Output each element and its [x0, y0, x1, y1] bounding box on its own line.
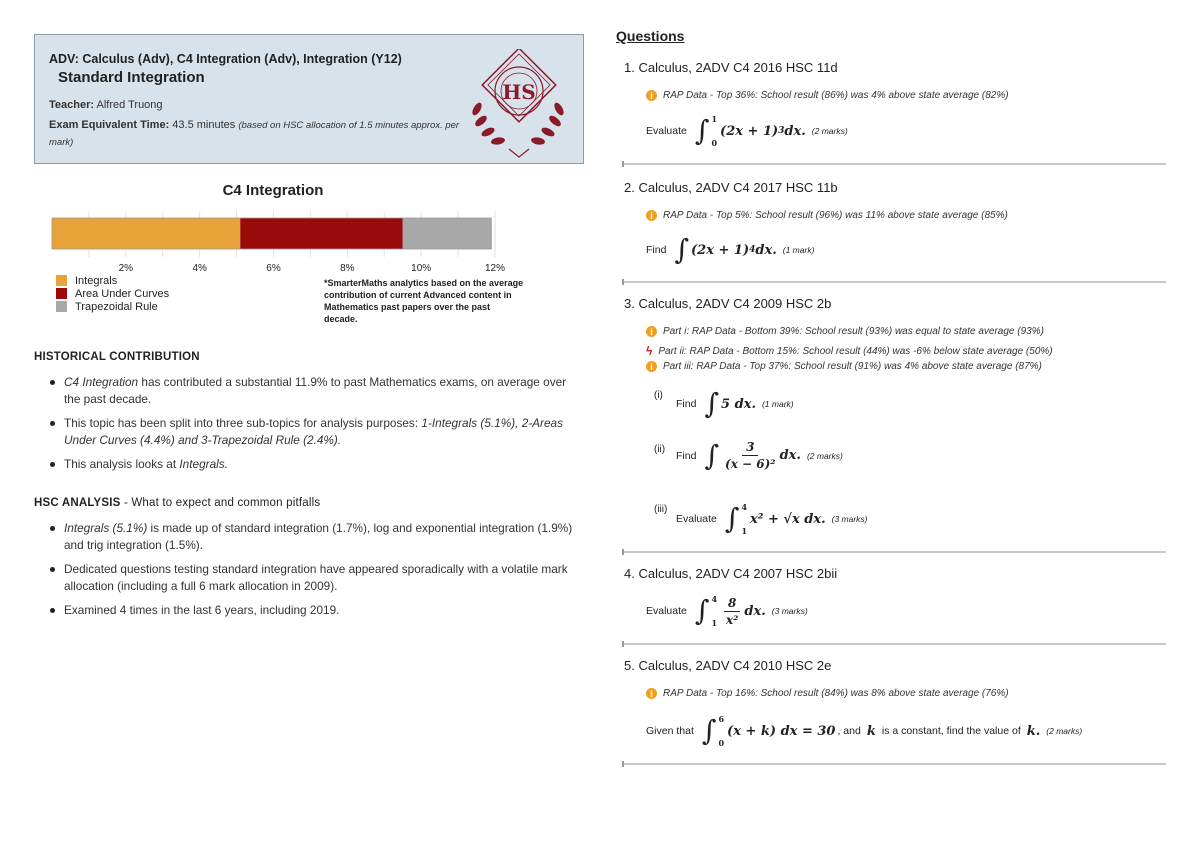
rap-data-line: i RAP Data - Top 36%: School result (86%) was 4% above state average (82%) [646, 90, 1009, 101]
lightning-bolt-icon: ϟ [646, 344, 653, 358]
chart-legend [56, 274, 169, 313]
part-label: (iii) [654, 504, 668, 515]
rap-data-line: i Part iii: RAP Data - Top 37%: School result (91%) was 4% above state average (87%) [646, 361, 1042, 372]
chart-tick-label: 2% [118, 263, 134, 274]
historical-list [50, 374, 580, 480]
question-1-title: 1. Calculus, 2ADV C4 2016 HSC 11d [624, 60, 838, 75]
integral-sign-icon: ∫ [674, 233, 690, 266]
legend-item-integrals [56, 274, 169, 287]
question-3-part-iii: Evaluate ∫ 4 1 x² + √x dx. (3 marks) [676, 502, 868, 536]
integral-sign-icon: ∫ [694, 114, 710, 147]
legend-swatch [56, 288, 67, 299]
course-title: ADV: Calculus (Adv), C4 Integration (Adv), Integration (Y12) [49, 52, 402, 66]
exam-time-line [49, 117, 469, 151]
exam-time-label: Exam Equivalent Time: [49, 119, 170, 131]
chart-tick-label: 4% [192, 263, 207, 274]
legend-item-trapezoidal-rule [56, 300, 169, 313]
question-divider [622, 551, 1166, 553]
question-2-body: Find ∫ (2x + 1) 4 dx. (1 mark) [646, 233, 815, 266]
chart-bar-2 [403, 218, 492, 249]
question-divider [622, 643, 1166, 645]
question-5-body: Given that ∫ 6 0 (x + k) dx = 30 , and k is a constant, find the value of k. (2 marks) [646, 714, 1083, 748]
question-3-part-ii: Find ∫ $\frac{3}{\text{(x − 6)²}}$ dx. (2 marks) [676, 438, 843, 472]
teacher-label: Teacher: [49, 99, 95, 111]
exam-time-value: 43.5 minutes [172, 119, 236, 131]
hsc-analysis-list [50, 520, 580, 626]
list-item: This topic has been split into three sub-topics for analysis purposes: 1-Integrals (5.1%), 2-Areas Under Curves (4.4%) and 3-Trapezoidal Rule (2.4%). [50, 415, 580, 449]
integral-sign-icon: ∫ [704, 438, 720, 472]
question-4-body: Evaluate ∫ 4 1 $\frac{8}{\text{x²}}$ dx. (3 marks) [646, 594, 808, 628]
question-3-part-i: Find ∫ 5 dx. (1 mark) [676, 387, 794, 420]
school-crest-logo [463, 49, 573, 161]
list-item: Integrals (5.1%) is made up of standard integration (1.7%), log and exponential integration (1.9%) and trig integration (1.5%). [50, 520, 580, 554]
questions-heading: Questions [616, 28, 685, 44]
question-4-title: 4. Calculus, 2ADV C4 2007 HSC 2bii [624, 566, 838, 581]
integral-sign-icon: ∫ [701, 714, 717, 747]
legend-label: Area Under Curves [75, 287, 170, 300]
question-2-title: 2. Calculus, 2ADV C4 2017 HSC 11b [624, 180, 838, 195]
teacher-name: Alfred Truong [96, 99, 163, 111]
legend-swatch [56, 301, 67, 312]
question-divider [622, 163, 1166, 165]
info-icon: i [646, 361, 657, 372]
info-icon: i [646, 210, 657, 221]
question-5-title: 5. Calculus, 2ADV C4 2010 HSC 2e [624, 658, 832, 673]
list-item: This analysis looks at Integrals. [50, 456, 580, 473]
legend-label: Trapezoidal Rule [75, 300, 158, 313]
svg-text:HS: HS [502, 80, 536, 104]
info-icon: i [646, 326, 657, 337]
integral-sign-icon: ∫ [694, 594, 710, 627]
rap-data-line: i RAP Data - Top 5%: School result (96%) was 11% above state average (85%) [646, 210, 1008, 221]
chart-tick-label: 6% [266, 263, 281, 274]
rap-data-line: i Part i: RAP Data - Bottom 39%: School result (93%) was equal to state average (93%) [646, 326, 1044, 337]
list-item: C4 Integration has contributed a substantial 11.9% to past Mathematics exams, on average over the past decade. [50, 374, 580, 408]
rap-data-line: ϟ Part ii: RAP Data - Bottom 15%: School result (44%) was -6% below state average (50%) [646, 344, 1053, 358]
part-label: (i) [654, 390, 663, 401]
legend-label: Integrals [75, 274, 118, 287]
teacher-line [49, 99, 163, 111]
hsc-analysis-heading: HSC ANALYSIS - What to expect and common pitfalls [34, 497, 321, 509]
chart-tick-label: 10% [411, 263, 432, 274]
question-3-title: 3. Calculus, 2ADV C4 2009 HSC 2b [624, 296, 832, 311]
chart-tick-label: 8% [340, 263, 355, 274]
legend-item-area-under-curves [56, 287, 169, 300]
integral-sign-icon: ∫ [704, 387, 720, 420]
exam-time-note: (based on HSC allocation of 1.5 minutes approx. per mark) [49, 120, 460, 148]
rap-data-line: i RAP Data - Top 16%: School result (84%) was 8% above state average (76%) [646, 688, 1009, 699]
list-item: Examined 4 times in the last 6 years, including 2019. [50, 602, 580, 619]
chart-tick-label: 12% [484, 263, 506, 274]
chart-bar-0 [52, 218, 240, 249]
topic-header-box [34, 34, 584, 164]
legend-swatch [56, 275, 67, 286]
chart-bar-1 [240, 218, 402, 249]
info-icon: i [646, 688, 657, 699]
chart-title: C4 Integration [222, 182, 324, 199]
info-icon: i [646, 90, 657, 101]
question-divider [622, 281, 1166, 283]
question-1-body: Evaluate ∫ 1 0 (2x + 1) 3 dx. (2 marks) [646, 114, 848, 148]
list-item: Dedicated questions testing standard integration have appeared sporadically with a volatile mark allocation (including a full 6 mark allocation in 2009). [50, 561, 580, 595]
historical-heading: HISTORICAL CONTRIBUTION [34, 351, 200, 363]
question-divider [622, 763, 1166, 765]
part-label: (ii) [654, 444, 666, 455]
page-title: Standard Integration [58, 69, 205, 86]
chart-footnote: *SmarterMaths analytics based on the average contribution of current Advanced content in Mathematics past papers over the past decade. [324, 278, 524, 324]
integral-sign-icon: ∫ [724, 502, 740, 535]
